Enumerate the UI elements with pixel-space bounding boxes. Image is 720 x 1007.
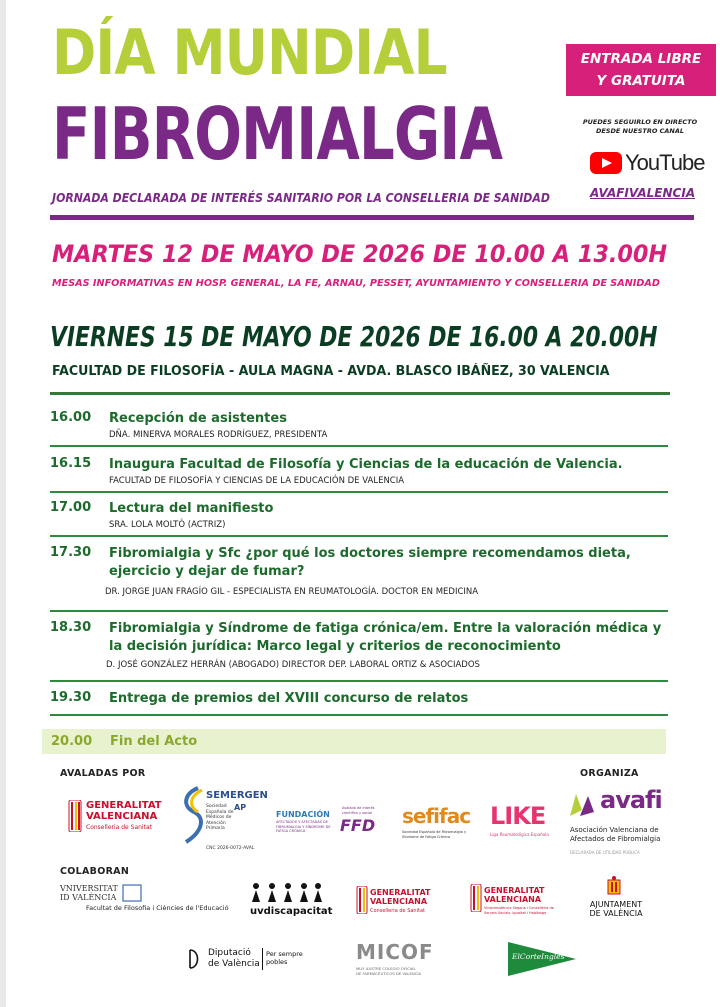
youtube-wordmark: YouTube bbox=[625, 150, 705, 175]
schedule-title: Lectura del manifiesto bbox=[109, 501, 274, 516]
gva-name-2: VALENCIANA bbox=[86, 811, 158, 822]
schedule-title: Entrega de premios del XVIII concurso de relatos bbox=[109, 691, 469, 706]
diputacio-line-1: Diputació bbox=[208, 948, 251, 958]
ajuntament-logo bbox=[582, 876, 654, 924]
schedule-time: 16.00 bbox=[50, 410, 92, 425]
sefifac-name: sefifac bbox=[402, 804, 471, 828]
avafi-butterfly-icon bbox=[566, 790, 600, 820]
ffd-name: FUNDACIÓN bbox=[276, 810, 330, 819]
micof-logo bbox=[352, 940, 442, 980]
schedule-row bbox=[50, 620, 668, 682]
title-line-2: FIBROMIALGIA bbox=[52, 92, 503, 176]
gva2-name-1: GENERALITAT bbox=[370, 888, 431, 897]
day1-detail: MESAS INFORMATIVAS EN HOSP. GENERAL, LA FE, ARNAU, PESSET, AYUNTAMIENTO Y CONSELLERIA DE SANIDAD bbox=[52, 278, 660, 289]
micof-desc-2: DE FARMACÉUTICOS DE VALENCIA bbox=[356, 971, 422, 976]
generalitat-logo bbox=[68, 798, 168, 838]
micof-name: MICOF bbox=[356, 940, 434, 964]
diputacio-logo bbox=[186, 946, 316, 976]
semergen-ap: AP bbox=[234, 803, 247, 812]
uv-shield-icon bbox=[122, 884, 142, 902]
schedule-row bbox=[50, 545, 668, 612]
avafi-line-2: Afectados de Fibromialgia bbox=[570, 835, 661, 843]
live-line-1: PUEDES SEGUIRLO EN DIRECTO bbox=[582, 118, 698, 126]
sefifac-logo bbox=[402, 804, 476, 842]
free-entry-badge bbox=[566, 44, 716, 96]
ffd-desc: AFECTADOS Y AFECTADAS DE FIBROMIALGIA Y SÍNDROME DE FATIGA CRÓNICA bbox=[276, 820, 331, 833]
gva-emblem-icon bbox=[68, 800, 82, 832]
schedule-title: Recepción de asistentes bbox=[109, 411, 287, 426]
uv-line-1: VNIVERSITAT bbox=[60, 884, 118, 893]
semergen-emblem-icon bbox=[176, 786, 210, 848]
like-desc: Liga Reumatológica Española bbox=[490, 832, 549, 837]
gva-emblem-icon bbox=[356, 886, 368, 914]
city-crest-icon bbox=[604, 876, 624, 896]
ffd-tag: Avalado de interés científico y social bbox=[342, 806, 375, 815]
semergen-desc: Sociedad Española de Médicos de Atención Primaria bbox=[206, 804, 234, 831]
schedule-time: 17.00 bbox=[50, 500, 92, 515]
micof-desc-1: MUY ILUSTRE COLEGIO OFICIAL bbox=[356, 966, 416, 971]
header-divider bbox=[50, 215, 694, 220]
schedule-title: Fibromialgia y Síndrome de fatiga crónica/em. Entre la valoración médica y bbox=[109, 621, 662, 636]
gva2-name-2: VALENCIANA bbox=[370, 897, 428, 906]
avafi-line-1: Asociación Valenciana de bbox=[570, 826, 659, 834]
uvdiscapacitat-name: uvdiscapacitat bbox=[250, 906, 333, 917]
schedule-row bbox=[50, 456, 668, 493]
semergen-code: CNC 2026-0072-AVAL bbox=[206, 846, 255, 851]
uv-logo bbox=[60, 884, 236, 920]
closing-title: Fin del Acto bbox=[110, 734, 198, 749]
collab-label: COLABORAN bbox=[60, 866, 130, 877]
schedule-title-cont: ejercicio y dejar de fumar? bbox=[109, 564, 305, 579]
sefifac-desc: Sociedad Española de Fibromialgia y Síndrome de Fatiga Crónica bbox=[402, 830, 467, 839]
uvdiscapacitat-logo bbox=[250, 882, 333, 922]
diputacio-line-2: de València bbox=[208, 959, 260, 969]
day1-heading: MARTES 12 DE MAYO DE 2026 DE 10.00 A 13.00H bbox=[52, 240, 668, 268]
live-stream-note bbox=[572, 118, 708, 136]
schedule-speaker: D. JOSÉ GONZÁLEZ HERRÁN (ABOGADO) DIRECTOR DEP. LABORAL ORTIZ & ASOCIADOS bbox=[106, 660, 480, 670]
organizer-label: ORGANIZA bbox=[580, 768, 639, 779]
day2-venue: FACULTAD DE FILOSOFÍA - AULA MAGNA - AVDA. BLASCO IBÁÑEZ, 30 VALENCIA bbox=[52, 364, 610, 379]
gva3-sub: Vicepresidència Segona i Conselleria de Serveis Socials, Igualtat i Habitatge bbox=[484, 906, 554, 915]
youtube-logo[interactable] bbox=[590, 150, 704, 176]
avafi-tag: DECLARADA DE UTILIDAD PÚBLICA bbox=[570, 850, 640, 855]
closing-row bbox=[42, 729, 666, 754]
gva-emblem-icon bbox=[470, 884, 482, 912]
closing-time: 20.00 bbox=[51, 734, 93, 749]
schedule-divider bbox=[50, 392, 670, 395]
diputacio-tag-2: pobles bbox=[266, 958, 288, 966]
diputacio-mark-icon bbox=[186, 948, 204, 970]
schedule-row bbox=[50, 410, 668, 447]
ajuntament-line-2: DE VALÈNCIA bbox=[589, 909, 643, 918]
like-name: LIKE bbox=[490, 802, 546, 830]
gva-sub: Conselleria de Sanitat bbox=[86, 824, 152, 831]
youtube-play-icon bbox=[590, 152, 622, 174]
semergen-logo bbox=[176, 786, 268, 856]
diputacio-divider bbox=[262, 948, 263, 970]
page-edge bbox=[0, 0, 6, 1007]
uv-line-2: ID VALÈNCIA bbox=[60, 893, 117, 902]
schedule-time: 17.30 bbox=[50, 545, 92, 560]
ajuntament-line-1: AJUNTAMENT bbox=[589, 900, 643, 909]
gva-sanitat-logo bbox=[356, 884, 446, 920]
like-logo bbox=[488, 802, 550, 842]
gva3-name-1: GENERALITAT bbox=[484, 886, 545, 895]
subtitle: JORNADA DECLARADA DE INTERÉS SANITARIO POR LA CONSELLERIA DE SANIDAD bbox=[52, 191, 550, 205]
schedule-speaker: DR. JORGE JUAN FRAGÍO GIL - ESPECIALISTA EN REUMATOLOGÍA. DOCTOR EN MEDICINA bbox=[105, 587, 479, 597]
schedule-speaker: DÑA. MINERVA MORALES RODRÍGUEZ, PRESIDENTA bbox=[109, 430, 328, 440]
live-line-2: DESDE NUESTRO CANAL bbox=[595, 127, 685, 135]
title-line-1: DÍA MUNDIAL bbox=[52, 16, 447, 89]
semergen-name: SEMERGEN bbox=[206, 790, 268, 801]
ffd-logo bbox=[276, 806, 392, 842]
schedule-row bbox=[50, 500, 668, 537]
elcorteingles-logo bbox=[506, 940, 578, 978]
schedule-title-cont: la decisión jurídica: Marco legal y criterios de reconocimiento bbox=[109, 639, 561, 654]
avafi-logo bbox=[566, 784, 670, 862]
ffd-short: FFD bbox=[340, 816, 376, 835]
gva-social-logo bbox=[470, 882, 560, 922]
avafi-name: avafi bbox=[600, 786, 662, 814]
gva-name-1: GENERALITAT bbox=[86, 800, 162, 811]
schedule-title: Fibromialgia y Sfc ¿por qué los doctores siempre recomendamos dieta, bbox=[109, 546, 631, 561]
channel-link[interactable]: AVAFIVALENCIA bbox=[590, 186, 696, 200]
uv-faculty: Facultat de Filosofia i Ciències de l'Educació bbox=[86, 904, 229, 912]
free-entry-line-2: Y GRATUITA bbox=[596, 73, 686, 89]
schedule-title: Inaugura Facultad de Filosofía y Ciencias de la educación de Valencia. bbox=[109, 457, 623, 472]
endorsed-label: AVALADAS POR bbox=[60, 768, 146, 779]
eci-name: ElCorteInglés bbox=[512, 952, 565, 961]
schedule-time: 16.15 bbox=[50, 456, 92, 471]
schedule-row bbox=[50, 690, 668, 716]
schedule-speaker: FACULTAD DE FILOSOFÍA Y CIENCIAS DE LA EDUCACIÓN DE VALENCIA bbox=[109, 476, 405, 486]
people-icon bbox=[250, 882, 322, 904]
free-entry-line-1: ENTRADA LIBRE bbox=[580, 51, 702, 67]
schedule-time: 18.30 bbox=[50, 620, 92, 635]
gva2-sub: Conselleria de Sanitat bbox=[370, 908, 425, 914]
gva3-name-2: VALENCIANA bbox=[484, 895, 542, 904]
diputacio-tag-1: Per sempre bbox=[266, 950, 303, 958]
schedule-time: 19.30 bbox=[50, 690, 92, 705]
schedule-speaker: SRA. LOLA MOLTÓ (ACTRIZ) bbox=[109, 520, 226, 530]
day2-heading: VIERNES 15 DE MAYO DE 2026 DE 16.00 A 20.00H bbox=[50, 320, 658, 353]
